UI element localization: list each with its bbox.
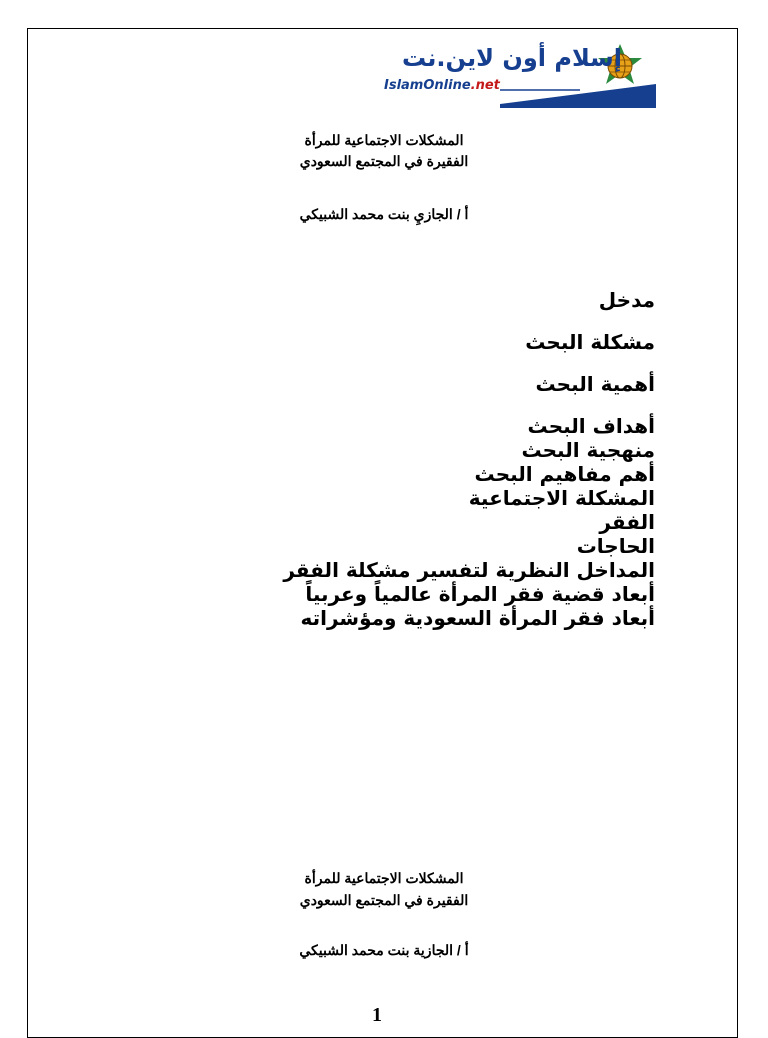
toc-item: أهم مفاهيم البحث: [474, 462, 655, 486]
toc-item: مشكلة البحث: [525, 330, 655, 354]
toc-item: أهمية البحث: [535, 372, 655, 396]
header-title-line2: الفقيرة في المجتمع السعودي: [299, 153, 469, 169]
page-number: 1: [372, 1004, 382, 1026]
header-title-line1: المشكلات الاجتماعية للمرأة: [304, 132, 464, 148]
logo-latin-text: [384, 78, 500, 93]
footer-author: أ / الجازية بنت محمد الشبيكي: [299, 942, 469, 958]
logo-latin-main: IslamOnline: [384, 78, 471, 93]
toc-item: أهداف البحث: [527, 414, 655, 438]
toc-item: الحاجات: [576, 534, 655, 558]
toc-item: أبعاد قضية فقر المرأة عالمياً وعربياً: [305, 582, 655, 606]
toc-item: أبعاد فقر المرأة السعودية ومؤشراته: [300, 606, 655, 630]
toc-item: مدخل: [598, 288, 655, 312]
header-author: أ / الجازيِ بنت محمد الشبيكي: [299, 206, 469, 222]
footer-title-line1: المشكلات الاجتماعية للمرأة: [304, 870, 464, 886]
toc-item: المداخل النظرية لتفسير مشكلة الفقر: [283, 558, 655, 582]
toc-item: منهجية البحث: [521, 438, 655, 462]
logo-arabic-text: إسلام أون لاين.نت: [402, 44, 622, 72]
footer-title-line2: الفقيرة في المجتمع السعودي: [299, 892, 469, 908]
logo-latin-suffix: .net: [470, 78, 500, 93]
islamonline-logo: [380, 42, 656, 108]
table-of-contents: [175, 288, 655, 630]
toc-item: الفقر: [599, 510, 655, 534]
toc-item: المشكلة الاجتماعية: [468, 486, 655, 510]
